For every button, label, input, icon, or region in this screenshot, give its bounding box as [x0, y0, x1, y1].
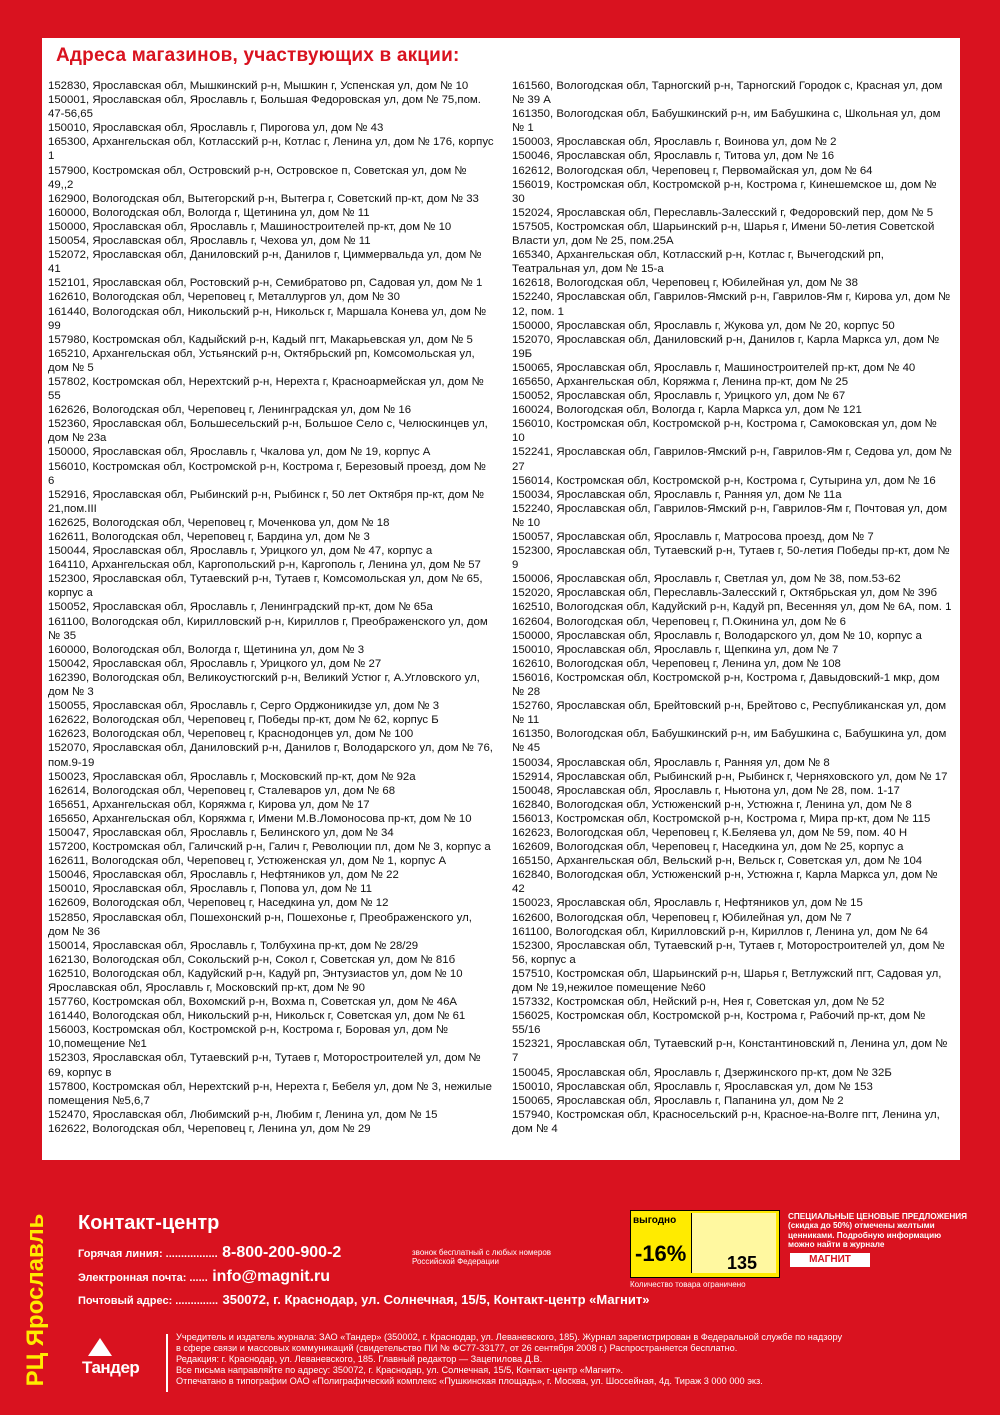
page-title: Адреса магазинов, участвующих в акции: [56, 45, 460, 66]
store-address: 160024, Вологодская обл, Вологда г, Карла Маркса ул, дом № 121 [512, 404, 862, 417]
tander-logo [78, 1336, 158, 1392]
store-address: 162614, Вологодская обл, Череповец г, Сталеваров ул, дом № 68 [48, 784, 396, 797]
store-address: 161440, Вологодская обл, Никольский р-н, Никольск г, Маршала Конева ул, дом № 99 [48, 305, 487, 332]
store-address: 156010, Костромская обл, Костромской р-н, Кострома г, Самоковская ул, дом № 10 [512, 418, 937, 445]
hotline-note: звонок бесплатный с любых номеров Российской Федерации [412, 1248, 552, 1266]
store-address: 150057, Ярославская обл, Ярославль г, Матросова проезд, дом № 7 [512, 531, 874, 543]
store-address: 150055, Ярославская обл, Ярославль г, Серго Орджоникидзе ул, дом № 3 [48, 700, 440, 713]
store-address: 150065, Ярославская обл, Ярославль г, Папанина ул, дом № 2 [512, 1094, 844, 1107]
store-address: 150052, Ярославская обл, Ярославль г, Ленинградский пр-кт, дом № 65а [48, 601, 433, 614]
store-address: 150046, Ярославская обл, Ярославль г, Титова ул, дом № 16 [512, 150, 835, 163]
store-address: 150000, Ярославская обл, Ярославль г, Жукова ул, дом № 20, корпус 50 [512, 319, 895, 332]
store-address: 160000, Вологодская обл, Вологда г, Щетинина ул, дом № 3 [48, 643, 365, 656]
store-address: 161100, Вологодская обл, Кирилловский р-н, Кириллов г, Ленина ул, дом № 64 [512, 925, 928, 938]
store-address: 150000, Ярославская обл, Ярославль г, Чкалова ул, дом № 19, корпус А [48, 446, 431, 459]
rc-label: РЦ Ярославль [22, 1213, 49, 1387]
store-address: 162610, Вологодская обл, Череповец г, Ленина ул, дом № 108 [512, 657, 841, 670]
store-address: 156014, Костромская обл, Костромской р-н, Кострома г, Сутырина ул, дом № 16 [512, 474, 936, 487]
store-address: 152300, Ярославская обл, Тутаевский р-н, Тутаев г, Моторостроителей ул, дом № 56, корпус а [512, 939, 945, 966]
tander-mark-icon [88, 1338, 112, 1356]
promo-label: выгодно [633, 1215, 677, 1226]
store-address: 150000, Ярославская обл, Ярославль г, Володарского ул, дом № 10, корпус а [512, 629, 922, 642]
footer [0, 1180, 1000, 1415]
magnit-logo: МАГНИТ [790, 1253, 870, 1267]
store-address: 152850, Ярославская обл, Пошехонский р-н, Пошехонье г, Преображенского ул, дом № 36 [48, 911, 472, 938]
store-address: 162604, Вологодская обл, Череповец г, П.Окинина ул, дом № 6 [512, 615, 846, 628]
store-address: 150047, Ярославская обл, Ярославль г, Белинского ул, дом № 34 [48, 826, 394, 839]
email-row [78, 1268, 330, 1286]
store-address: 150048, Ярославская обл, Ярославль г, Ньютона ул, дом № 28, пом. 1-17 [512, 784, 900, 797]
store-address: 162510, Вологодская обл, Кадуйский р-н, Кадуй рп, Энтузиастов ул, дом № 10 [48, 967, 463, 980]
store-address: 162609, Вологодская обл, Череповец г, Наседкина ул, дом № 12 [48, 897, 389, 910]
store-address: 150003, Ярославская обл, Ярославль г, Воинова ул, дом № 2 [512, 136, 837, 149]
promo-price: 135 [727, 1253, 758, 1273]
legal-line: Отпечатано в типографии ОАО «Полиграфический комплекс «Пушкинская площадь», г. Москва, ул. Шоссейная, 4д. Тираж 3 000 000 экз. [176, 1376, 763, 1387]
hotline-number[interactable]: 8-800-200-900-2 [222, 1244, 342, 1261]
promo-quantity-note: Количество товара ограничено [630, 1280, 746, 1289]
store-address: 162130, Вологодская обл, Сокольский р-н, Сокол г, Советская ул, дом № 81б [48, 953, 456, 966]
store-address: 152830, Ярославская обл, Мышкинский р-н, Мышкин г, Успенская ул, дом № 10 [48, 80, 469, 92]
store-address: 165650, Архангельская обл, Коряжма г, Имени М.В.Ломоносова пр-кт, дом № 10 [48, 812, 472, 825]
store-address: 162611, Вологодская обл, Череповец г, Устюженская ул, дом № 1, корпус А [48, 855, 447, 868]
store-address: 150023, Ярославская обл, Ярославль г, Московский пр-кт, дом № 92а [48, 770, 416, 783]
legal-line: Все письма направляйте по адресу: 350072, г. Краснодар, ул. Солнечная, 15/5, Контакт-центр «Магнит». [176, 1365, 624, 1376]
store-address: 162390, Вологодская обл, Великоустюгский р-н, Великий Устюг г, А.Угловского ул, дом № 3 [48, 671, 480, 699]
store-address: 152916, Ярославская обл, Рыбинский р-н, Рыбинск г, 50 лет Октября пр-кт, дом № 21,пом.III [48, 488, 485, 515]
hotline-row [78, 1244, 341, 1262]
store-address: 152914, Ярославская обл, Рыбинский р-н, Рыбинск г, Черняховского ул, дом № 17 [512, 770, 948, 783]
store-address: 157200, Костромская обл, Галичский р-н, Галич г, Революции пл, дом № 3, корпус а [48, 841, 491, 854]
email-label: Электронная почта: ...... [78, 1272, 208, 1284]
store-address: 157900, Костромская обл, Островский р-н, Островское п, Советская ул, дом № 49,,2 [48, 164, 467, 191]
store-address: 150001, Ярославская обл, Ярославль г, Большая Федоровская ул, дом № 75,пом. 47-56,65 [48, 94, 481, 121]
store-address: 150046, Ярославская обл, Ярославль г, Нефтяников ул, дом № 22 [48, 869, 399, 882]
store-address: 157505, Костромская обл, Шарьинский р-н, Шарья г, Имени 50-летия Советской Власти ул, дом № 25, пом.25А [512, 220, 935, 248]
store-address: 152020, Ярославская обл, Переславль-Залесский г, Октябрьская ул, дом № 39б [512, 587, 938, 600]
store-address: 162840, Вологодская обл, Устюженский р-н, Устюжна г, Карла Маркса ул, дом № 42 [512, 869, 938, 896]
store-address: 152303, Ярославская обл, Тутаевский р-н, Тутаев г, Моторостроителей ул, дом № 69, корпус в [48, 1052, 481, 1079]
store-address: 162840, Вологодская обл, Устюженский р-н, Устюжна г, Ленина ул, дом № 8 [512, 798, 912, 811]
store-address: 162625, Вологодская обл, Череповец г, Моченкова ул, дом № 18 [48, 516, 390, 529]
email-link[interactable]: info@magnit.ru [212, 1268, 331, 1285]
store-address: 150054, Ярославская обл, Ярославль г, Чехова ул, дом № 11 [48, 235, 371, 248]
post-label: Почтовый адрес: .............. [78, 1295, 219, 1307]
store-address: 161350, Вологодская обл, Бабушкинский р-н, им Бабушкина с, Бабушкина ул, дом № 45 [512, 728, 947, 755]
store-address: 161100, Вологодская обл, Кирилловский р-н, Кириллов г, Преображенского ул, дом № 35 [48, 615, 488, 642]
legal-line: в сфере связи и массовых коммуникаций (свидетельство ПИ № ФС77-33177, от 26 сентября 2008 г.) Распространяется бесплатно. [176, 1343, 738, 1354]
store-address: 157760, Костромская обл, Вохомский р-н, Вохма п, Советская ул, дом № 46А [48, 996, 457, 1009]
store-address: 152024, Ярославская обл, Переславль-Залесский г, Федоровский пер, дом № 5 [512, 206, 934, 219]
store-address: 161440, Вологодская обл, Никольский р-н, Никольск г, Советская ул, дом № 61 [48, 1010, 466, 1023]
price-tag-sample [630, 1210, 780, 1278]
store-address: 162900, Вологодская обл, Вытегорский р-н, Вытегра г, Советский пр-кт, дом № 33 [48, 192, 479, 205]
address-column-left [48, 79, 494, 1136]
store-address: 156003, Костромская обл, Костромской р-н, Кострома г, Боровая ул, дом № 10,помещение №1 [48, 1024, 449, 1051]
contact-center-title: Контакт-центр [78, 1212, 220, 1234]
store-address: 150065, Ярославская обл, Ярославль г, Машиностроителей пр-кт, дом № 40 [512, 361, 916, 374]
store-address: 150044, Ярославская обл, Ярославль г, Урицкого ул, дом № 47, корпус а [48, 545, 433, 558]
store-address: 150010, Ярославская обл, Ярославль г, Щепкина ул, дом № 7 [512, 643, 839, 656]
hotline-label: Горячая линия: ................. [78, 1248, 218, 1260]
store-address: 156013, Костромская обл, Костромской р-н, Кострома г, Мира пр-кт, дом № 115 [512, 812, 931, 825]
store-address: 150014, Ярославская обл, Ярославль г, Толбухина пр-кт, дом № 28/29 [48, 939, 419, 952]
tander-logo-text: Тандер [82, 1358, 140, 1377]
store-address: 150045, Ярославская обл, Ярославль г, Дзержинского пр-кт, дом № 32Б [512, 1066, 892, 1079]
legal-line: Учредитель и издатель журнала: ЗАО «Тандер» (350002, г. Краснодар, ул. Леваневского, 185). Журнал зарегистрирован в Федеральной службе по надзору [176, 1332, 843, 1342]
store-address: 152300, Ярославская обл, Тутаевский р-н, Тутаев г, Комсомольская ул, дом № 65, корпус а [48, 573, 483, 600]
store-address: 156019, Костромская обл, Костромской р-н, Кострома г, Кинешемское ш, дом № 30 [512, 178, 937, 205]
store-address: 152300, Ярославская обл, Тутаевский р-н, Тутаев г, 50-летия Победы пр-кт, дом № 9 [512, 545, 950, 572]
store-address: 152072, Ярославская обл, Даниловский р-н, Данилов г, Циммервальда ул, дом № 41 [48, 249, 482, 276]
store-address: 150034, Ярославская обл, Ярославль г, Ранняя ул, дом № 8 [512, 756, 830, 769]
store-address: 152241, Ярославская обл, Гаврилов-Ямский р-н, Гаврилов-Ям г, Седова ул, дом № 27 [512, 446, 952, 473]
promo-discount: -16% [635, 1241, 687, 1266]
store-address: 152360, Ярославская обл, Большесельский р-н, Большое Село с, Челюскинцев ул, дом № 23а [48, 418, 488, 445]
address-column-right [512, 79, 952, 1136]
store-address: 162611, Вологодская обл, Череповец г, Бардина ул, дом № 3 [48, 531, 370, 543]
store-address: 157510, Костромская обл, Шарьинский р-н, Шарья г, Ветлужский пгт, Садовая ул, дом № 19,нежилое помещение №60 [512, 967, 942, 994]
divider [166, 1334, 168, 1392]
store-address: 150000, Ярославская обл, Ярославль г, Машиностроителей пр-кт, дом № 10 [48, 220, 452, 233]
legal-text [176, 1332, 976, 1387]
store-address: 150010, Ярославская обл, Ярославль г, Попова ул, дом № 11 [48, 883, 373, 896]
store-address: 165300, Архангельская обл, Котласский р-н, Котлас г, Ленина ул, дом № 176, корпус 1 [48, 136, 494, 163]
store-address: 162622, Вологодская обл, Череповец г, Победы пр-кт, дом № 62, корпус Б [48, 714, 439, 727]
store-address: 157940, Костромская обл, Красносельский р-н, Красное-на-Волге пгт, Ленина ул, дом № 4 [512, 1108, 940, 1135]
rc-badge [14, 1198, 58, 1398]
store-address: 152240, Ярославская обл, Гаврилов-Ямский р-н, Гаврилов-Ям г, Кирова ул, дом № 12, пом. 1 [512, 291, 951, 318]
store-address: 150042, Ярославская обл, Ярославль г, Урицкого ул, дом № 27 [48, 657, 382, 670]
store-address: 162622, Вологодская обл, Череповец г, Ленина ул, дом № 29 [48, 1122, 371, 1135]
store-address: 156016, Костромская обл, Костромской р-н, Кострома г, Давыдовский-1 мкр, дом № 28 [512, 671, 940, 699]
store-address: 152470, Ярославская обл, Любимский р-н, Любим г, Ленина ул, дом № 15 [48, 1108, 438, 1121]
store-address: 165150, Архангельская обл, Вельский р-н, Вельск г, Советская ул, дом № 104 [512, 855, 923, 868]
store-address: 165340, Архангельская обл, Котласский р-н, Котлас г, Вычегодский рп, Театральная ул, дом № 15-а [512, 249, 884, 276]
store-address: Ярославская обл, Ярославль г, Московский пр-кт, дом № 90 [48, 982, 365, 994]
store-address: 162612, Вологодская обл, Череповец г, Первомайская ул, дом № 64 [512, 164, 873, 177]
store-address: 152070, Ярославская обл, Даниловский р-н, Данилов г, Карла Маркса ул, дом № 19Б [512, 333, 940, 360]
store-address: 165210, Архангельская обл, Устьянский р-н, Октябрьский рп, Комсомольская ул, дом № 5 [48, 347, 475, 374]
store-address: 152101, Ярославская обл, Ростовский р-н, Семибратово рп, Садовая ул, дом № 1 [48, 277, 483, 290]
store-address: 165651, Архангельская обл, Коряжма г, Кирова ул, дом № 17 [48, 798, 370, 811]
store-address: 162609, Вологодская обл, Череповец г, Наседкина ул, дом № 25, корпус а [512, 841, 904, 854]
store-address: 162623, Вологодская обл, Череповец г, К.Беляева ул, дом № 59, пом. 40 Н [512, 826, 908, 839]
store-address: 160000, Вологодская обл, Вологда г, Щетинина ул, дом № 11 [48, 206, 370, 219]
address-panel [42, 38, 960, 1160]
store-address: 162618, Вологодская обл, Череповец г, Юбилейная ул, дом № 38 [512, 277, 858, 290]
post-address: 350072, г. Краснодар, ул. Солнечная, 15/5, Контакт-центр «Магнит» [222, 1292, 650, 1307]
store-address: 152240, Ярославская обл, Гаврилов-Ямский р-н, Гаврилов-Ям г, Почтовая ул, дом № 10 [512, 502, 948, 529]
store-address: 162510, Вологодская обл, Кадуйский р-н, Кадуй рп, Весенняя ул, дом № 6А, пом. 1 [512, 601, 952, 614]
store-address: 164110, Архангельская обл, Каргопольский р-н, Каргополь г, Ленина ул, дом № 57 [48, 559, 481, 572]
store-address: 157802, Костромская обл, Нерехтский р-н, Нерехта г, Красноармейская ул, дом № 55 [48, 375, 484, 403]
store-address: 150052, Ярославская обл, Ярославль г, Урицкого ул, дом № 67 [512, 390, 846, 403]
store-address: 150034, Ярославская обл, Ярославль г, Ранняя ул, дом № 11а [512, 488, 842, 501]
store-address: 162610, Вологодская обл, Череповец г, Металлургов ул, дом № 30 [48, 291, 400, 304]
store-address: 157800, Костромская обл, Нерехтский р-н, Нерехта г, Бебеля ул, дом № 3, нежилые помещения №5,6,7 [48, 1080, 492, 1107]
store-address: 161350, Вологодская обл, Бабушкинский р-н, им Бабушкина с, Школьная ул, дом № 1 [512, 108, 941, 135]
store-address: 157980, Костромская обл, Кадыйский р-н, Кадый пгт, Макарьевская ул, дом № 5 [48, 333, 473, 346]
post-row [78, 1291, 649, 1309]
store-address: 156010, Костромская обл, Костромской р-н, Кострома г, Березовый проезд, дом № 6 [48, 460, 486, 487]
store-address: 150023, Ярославская обл, Ярославль г, Нефтяников ул, дом № 15 [512, 897, 863, 910]
store-address: 165650, Архангельская обл, Коряжма г, Ленина пр-кт, дом № 25 [512, 375, 849, 388]
store-address: 161560, Вологодская обл, Тарногский р-н, Тарногский Городок с, Красная ул, дом № 39 А [512, 80, 943, 107]
store-address: 152760, Ярославская обл, Брейтовский р-н, Брейтово с, Республиканская ул, дом № 11 [512, 700, 947, 727]
store-address: 150006, Ярославская обл, Ярославль г, Светлая ул, дом № 38, пом.53-62 [512, 573, 901, 586]
store-address: 162600, Вологодская обл, Череповец г, Юбилейная ул, дом № 7 [512, 911, 852, 924]
store-address: 162623, Вологодская обл, Череповец г, Краснодонцев ул, дом № 100 [48, 728, 414, 741]
store-address: 157332, Костромская обл, Нейский р-н, Нея г, Советская ул, дом № 52 [512, 996, 885, 1009]
store-address: 150010, Ярославская обл, Ярославль г, Ярославская ул, дом № 153 [512, 1080, 873, 1093]
store-address: 162626, Вологодская обл, Череповец г, Ленинградская ул, дом № 16 [48, 404, 412, 417]
store-address: 150010, Ярославская обл, Ярославль г, Пирогова ул, дом № 43 [48, 122, 384, 135]
special-offers-text: СПЕЦИАЛЬНЫЕ ЦЕНОВЫЕ ПРЕДЛОЖЕНИЯ (скидка до 50%) отмечены желтыми ценниками. Подробную информацию можно найти в журнале [788, 1212, 968, 1250]
store-address: 156025, Костромская обл, Костромской р-н, Кострома г, Рабочий пр-кт, дом № 55/16 [512, 1010, 926, 1037]
store-address: 152070, Ярославская обл, Даниловский р-н, Данилов г, Володарского ул, дом № 76, пом.9-19 [48, 742, 493, 769]
store-address: 152321, Ярославская обл, Тутаевский р-н, Константиновский п, Ленина ул, дом № 7 [512, 1038, 948, 1065]
legal-line: Редакция: г. Краснодар, ул. Леваневского, 185. Главный редактор — Зацепилова Д.В. [176, 1354, 543, 1365]
